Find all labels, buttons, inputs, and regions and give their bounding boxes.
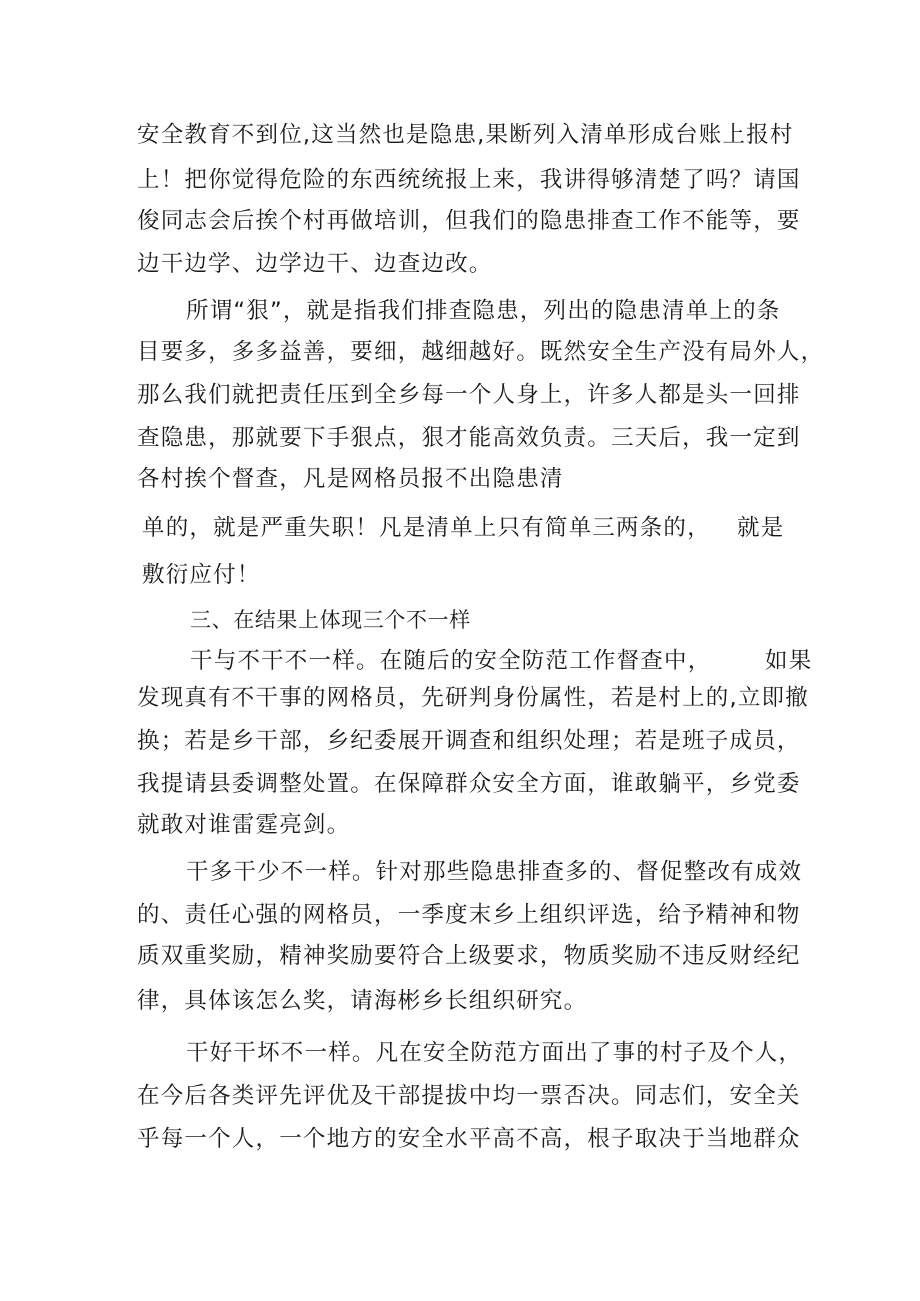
section-heading: 三、在结果上体现三个不一样	[190, 608, 471, 632]
text-line: 干与不干不一样。在随后的安全防范工作督查中，	[190, 648, 712, 674]
text-line: 查隐患，那就要下手狠点，狠才能高效负责。三天后，我一定到	[137, 425, 801, 451]
text-line: 就敢对谁雷霆亮剑。	[137, 812, 351, 838]
text-line: 的、责任心强的网格员，一季度末乡上组织评选，给予精神和物	[137, 902, 801, 928]
text-line: 边干边学、边学边干、边查边改。	[137, 251, 493, 277]
text-line: 换；若是乡干部，乡纪委展开调查和组织处理；若是班子成员，	[137, 728, 801, 754]
text-line: 如果	[765, 648, 813, 674]
text-line: 所谓“狠”，就是指我们排查隐患，列出的隐患清单上的条	[186, 298, 781, 324]
text-line: 那么我们就把责任压到全乡每一个人身上，许多人都是头一回排	[137, 382, 801, 408]
text-line: 俊同志会后挨个村再做培训，但我们的隐患排查工作不能等，要	[137, 208, 801, 234]
text-line: 乎每一个人，一个地方的安全水平高不高，根子取决于当地群众	[137, 1126, 801, 1152]
text-line: 律，具体该怎么奖，请海彬乡长组织研究。	[137, 988, 588, 1014]
text-line: 在今后各类评先评优及干部提拔中均一票否决。同志们，安全关	[137, 1083, 801, 1109]
text-line: 上！把你觉得危险的东西统统报上来，我讲得够清楚了吗？请国	[137, 167, 801, 193]
text-line: 发现真有不干事的网格员，先研判身份属性，若是村上的,立即撤	[137, 685, 809, 711]
text-line: 质双重奖励，精神奖励要符合上级要求，物质奖励不违反财经纪	[137, 943, 801, 969]
text-line: 单的，就是严重失职！凡是清单上只有简单三两条的，	[142, 515, 711, 541]
text-line: 干多干少不一样。针对那些隐患排查多的、督促整改有成效	[186, 859, 803, 885]
text-line: 我提请县委调整处置。在保障群众安全方面，谁敢躺平，乡党委	[137, 771, 801, 797]
text-line: 各村挨个督查，凡是网格员报不出隐患清	[137, 466, 564, 492]
text-line: 就是	[737, 515, 785, 541]
text-line: 干好干坏不一样。凡在安全防范方面出了事的村子及个人，	[186, 1040, 803, 1066]
text-line: 目要多，多多益善，要细，越细越好。既然安全生产没有局外人，	[137, 339, 825, 365]
text-line: 安全教育不到位,这当然也是隐患,果断列入清单形成台账上报村	[137, 122, 794, 148]
text-line: 敷衍应付！	[142, 562, 261, 588]
